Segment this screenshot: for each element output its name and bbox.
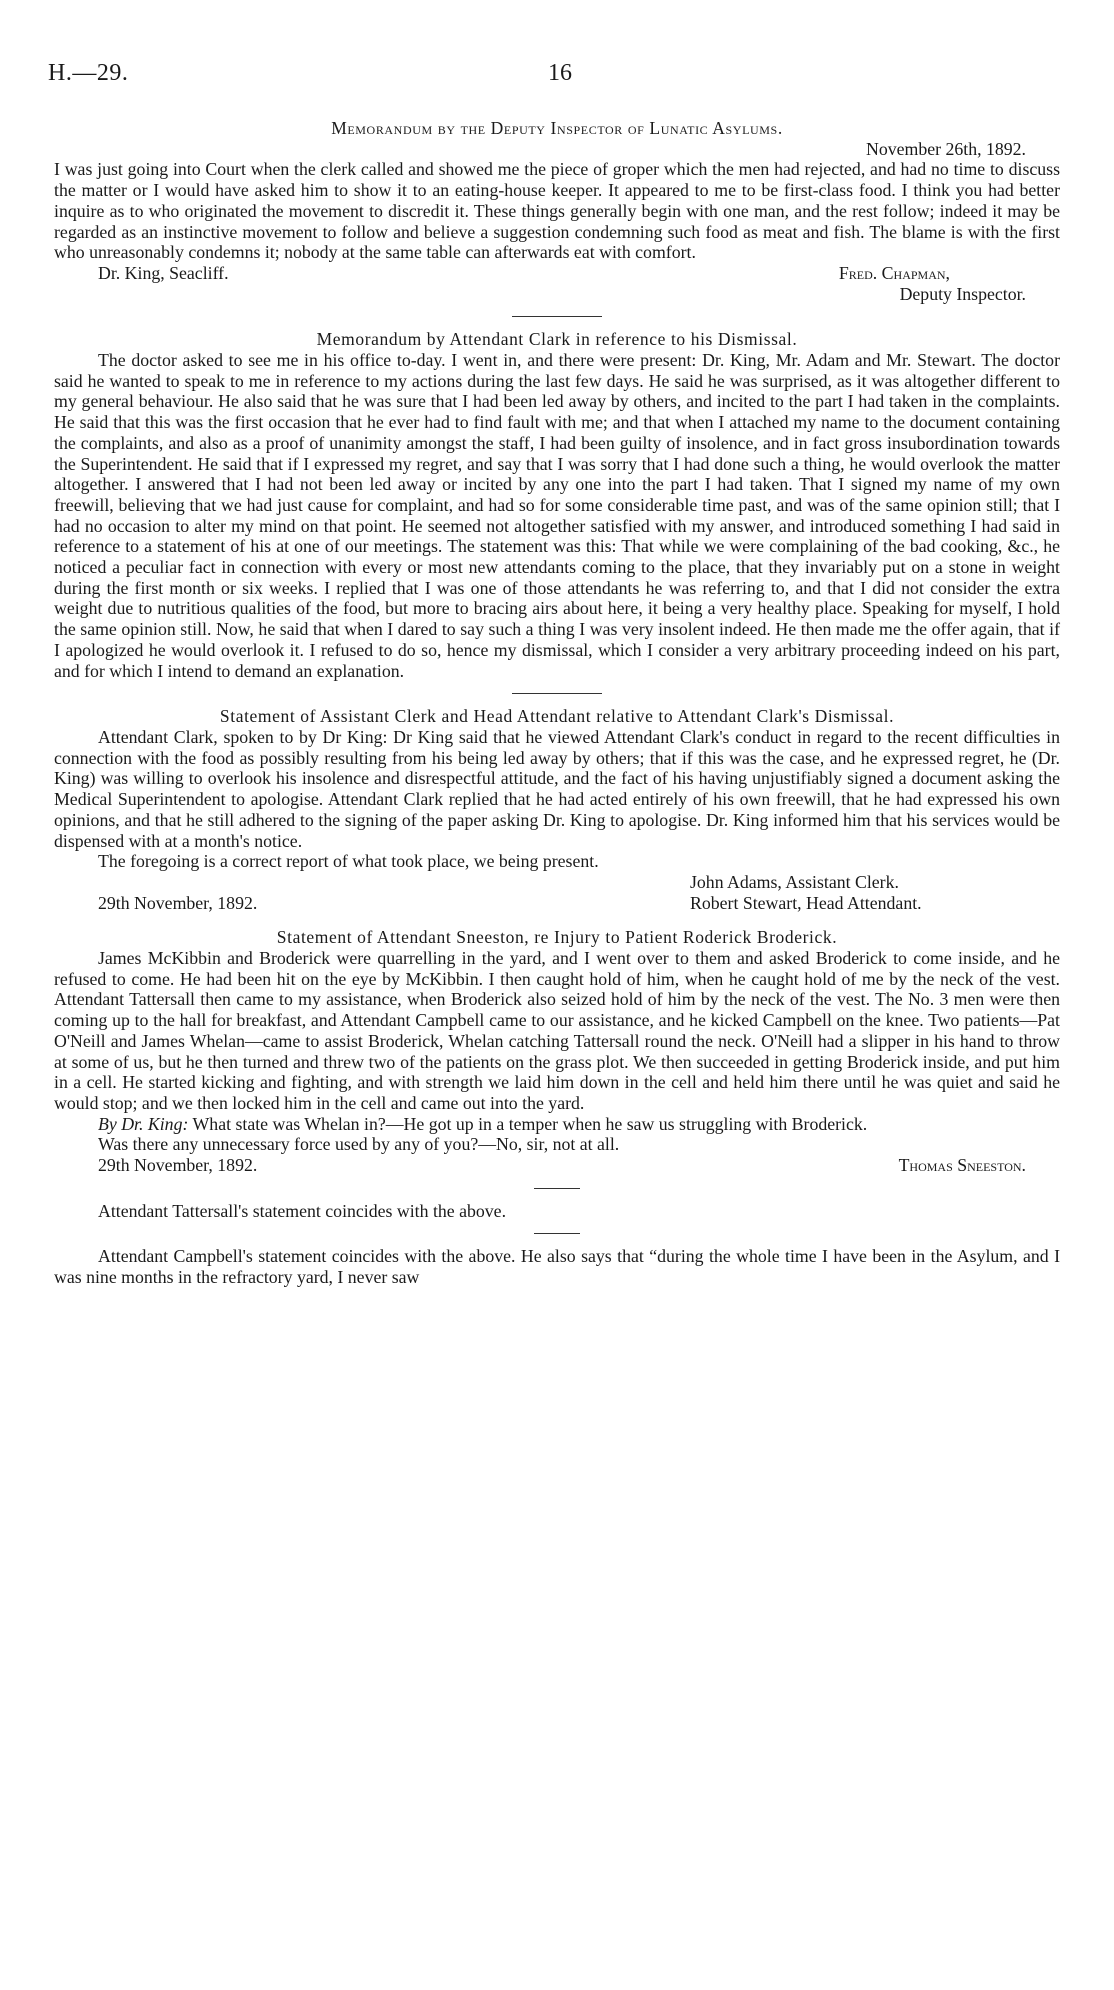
statement-clerk-signer-row-2 <box>54 893 1060 914</box>
question-force: Was there any unnecessary force used by any of you?—No, sir, not at all. <box>98 1134 620 1155</box>
signer-head-attendant: Robert Stewart, Head Attendant. <box>690 892 922 913</box>
question-prefix: By Dr. King: <box>98 1113 189 1134</box>
memo-clark-body: The doctor asked to see me in his office to-day. I went in, and there were present: Dr. King, Mr. Adam and Mr. Stewart. The doctor said he wanted to speak to me in reference to my actions during the last few days. He said he was surprised, as it was altogether different to my general behaviour. He also said that he was sure that I had been led away by others, and incited to the part I had taken in the complaints. He said that this was the first occasion that he ever had to find fault with me; and that when I attached my name to the document containing the complaints, and also as a proof of unanimity amongst the staff, I had been guilty of insolence, and in fact gross insubordination towards the Superintendent. He said that if I expressed my regret, and say that I was sorry that I had done such a thing, he would overlook the matter altogether. I answered that I had not been led away or incited by any one into the part I had taken. That I signed my name of my own freewill, believing that we had just cause for complaint, and had so for some considerable time past, and was of the same opinion still; that I had no occasion to alter my mind on that point. He seemed not altogether satisfied with my answer, and introduced something I had said in reference to a statement of his at one of our meetings. The statement was this: That while we were complaining of the bad cooking, &c., he noticed a peculiar fact in connection with every or most new attendants coming to the place, that they invariably put on a stone in weight during the first month or six weeks. I replied that I was one of those attendants he was referring to, and that I did not consider the extra weight due to nutritious qualities of the food, but more to bracing airs about here, it being a very healthy place. Speaking for myself, I hold the same opinion still. Now, he said that when I dared to say such a thing I was very insolent indeed. He then made me the offer again, that if I apologized he would overlook it. I refused to do so, hence my dismissal, which I consider a very arbitrary proceeding indeed on his part, and for which I intend to demand an explanation. <box>54 350 1060 681</box>
statement-clerk-body: Attendant Clark, spoken to by Dr King: Dr King said that he viewed Attendant Clark's conduct in regard to the recent difficulties in connection with the food as possibly resulting from his being led away by others; that if this was the case, and he expressed regret, he (Dr. King) was willing to overlook his insolence and disrespectful attitude, and the fact of his having unjustifiably signed a document asking the Medical Superintendent to apologise. Attendant Clark replied that he had acted entirely of his own freewill, that he had expressed his own opinions, and that he still adhered to the signing of the paper asking Dr. King to apologise. Dr. King informed him that his services would be dispensed with at a month's notice. <box>54 726 1060 851</box>
signature-title: Deputy Inspector. <box>899 283 1026 304</box>
statement-tattersall: Attendant Tattersall's statement coincides with the above. <box>98 1200 507 1221</box>
statement-clerk-certification: The foregoing is a correct report of what took place, we being present. <box>98 851 599 872</box>
memo-deputy-inspector-date: November 26th, 1892. <box>865 138 1026 159</box>
signer-assistant-clerk: John Adams, Assistant Clerk. <box>690 871 899 892</box>
signature-sneeston: Thomas Sneeston. <box>898 1155 1026 1176</box>
memo-deputy-inspector-body: I was just going into Court when the clerk called and showed me the piece of groper which the men had rejected, and had no time to discuss the matter or I would have asked him to show it to an eating-house keeper. It appeared to me to be first-class food. I think you had better inquire as to who originated the movement to discredit it. These things generally begin with one man, and the rest follow; indeed it may be regarded as an instinctive movement to follow and believe a suggestion condemning such food as meat and fish. The blame is with the first who unreasonably condemns it; nobody at the same table can afterwards eat with comfort. <box>54 159 1060 263</box>
document-body <box>54 118 1060 1288</box>
statement-sneeston-body: James McKibbin and Broderick were quarrelling in the yard, and I went over to them and asked Broderick to come inside, and he refused to come. He had been hit on the eye by McKibbin. I then caught hold of him, when he caught hold of me by the neck of the vest. Attendant Tattersall then came to my assistance, when Broderick also seized hold of him by the neck of the vest. The No. 3 men were then coming up to the hall for breakfast, and Attendant Campbell came to our assistance, and he kicked Campbell on the knee. Two patients—Pat O'Neill and James Whelan—came to assist Broderick, Whelan catching Tattersall round the neck. O'Neill had a slipper in his hand to throw at some of us, but he then turned and threw two of the patients on the grass plot. We then succeeded in getting Broderick inside, and put him in a cell. He started kicking and fighting, and with strength we laid him down in the cell and held him there until he was quiet and said he would stop; and we then locked him in the cell and came out into the yard. <box>54 948 1060 1113</box>
memo-deputy-inspector-title: Memorandum by the Deputy Inspector of Lunatic Asylums. <box>331 118 783 138</box>
memo-clark-title: Memorandum by Attendant Clark in reference to his Dismissal. <box>316 329 798 350</box>
statement-clerk-title: Statement of Assistant Clerk and Head Attendant relative to Attendant Clark's Dismissal. <box>219 706 895 727</box>
memo-deputy-inspector-signature-row <box>54 263 1060 284</box>
page-number: 16 <box>548 60 572 86</box>
document-reference: H.—29. <box>48 60 129 86</box>
question-whelan <box>54 1114 1060 1135</box>
signature-name: Fred. Chapman, <box>838 262 950 283</box>
statement-campbell: Attendant Campbell's statement coincides with the above. He also says that “during the whole time I have been in the Asylum, and I was nine months in the refractory yard, I never saw <box>54 1246 1060 1288</box>
statement-clerk-signer-row-1 <box>54 872 1060 893</box>
statement-sneeston-date: 29th November, 1892. <box>98 1155 258 1176</box>
memo-addressee: Dr. King, Seacliff. <box>98 262 229 283</box>
question-whelan-text: What state was Whelan in?—He got up in a temper when he saw us struggling with Broderick. <box>192 1113 868 1134</box>
statement-sneeston-title: Statement of Attendant Sneeston, re Injury to Patient Roderick Broderick. <box>276 927 838 948</box>
statement-sneeston-signature-row <box>54 1155 1060 1176</box>
statement-clerk-date: 29th November, 1892. <box>98 892 258 913</box>
